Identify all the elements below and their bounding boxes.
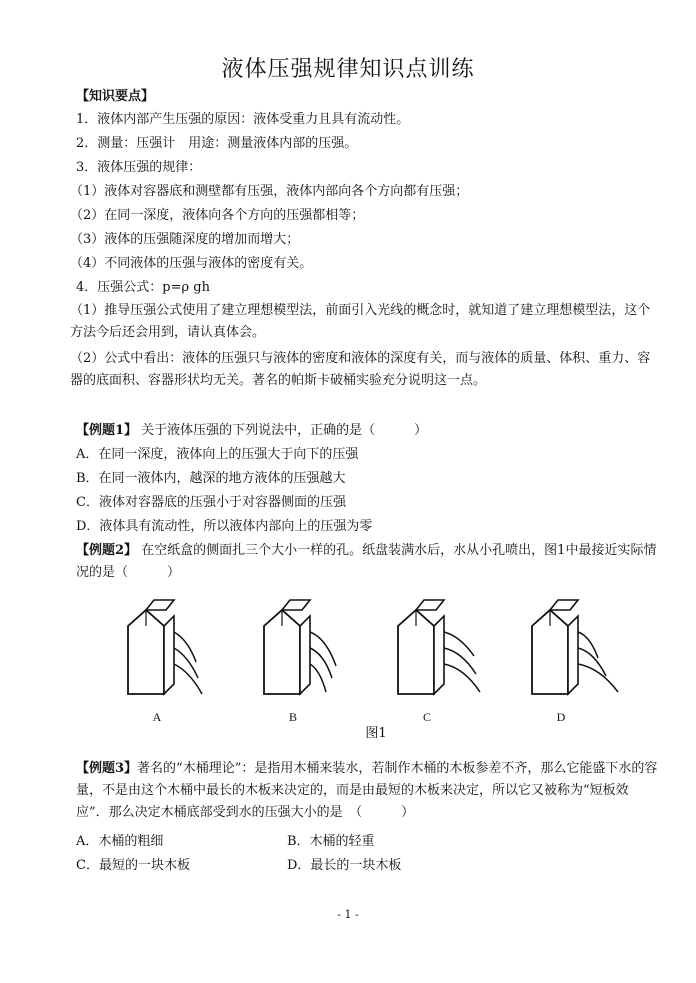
carton-c-drawing <box>386 596 496 706</box>
point-1: 1．液体内部产生压强的原因：液体受重力且具有流动性。 <box>76 112 410 127</box>
point-3-4: （4）不同液体的压强与液体的密度有关。 <box>70 256 313 271</box>
carton-b-drawing <box>252 596 362 706</box>
example3-option-a: A．木桶的粗细 <box>76 834 164 849</box>
note-1: （1）推导压强公式使用了建立理想模型法，前面引入光线的概念时，就知道了建立理想模型法，这个方法今后还会用到，请认真体会。 <box>70 303 651 340</box>
page-title: 液体压强规律知识点训练 <box>221 57 475 82</box>
example2-question: 【例题2】 在空纸盒的侧面扎三个大小一样的孔。纸盘装满水后，水从小孔喷出，图1中最接近实际情况的是（ ） <box>76 543 657 580</box>
figure-panel-a <box>116 596 226 724</box>
point-3-1: （1）液体对容器底和测壁都有压强，液体内部向各个方向都有压强； <box>70 184 469 199</box>
carton-a-drawing <box>116 596 226 706</box>
page-number: - 1 - <box>337 908 359 921</box>
example1-option-a: A．在同一深度，液体向上的压强大于向下的压强 <box>76 447 359 462</box>
figure-caption: 图1 <box>365 726 387 741</box>
figure-1 <box>108 596 628 736</box>
carton-d-drawing <box>520 596 630 706</box>
figure-panel-b <box>252 596 362 724</box>
example1-option-b: B．在同一液体内，越深的地方液体的压强越大 <box>76 471 346 486</box>
note-2: （2）公式中看出：液体的压强只与液体的密度和液体的深度有关，而与液体的质量、体积、重力、容器的底面积、容器形状均无关。著名的帕斯卡破桶实验充分说明这一点。 <box>70 351 651 388</box>
point-4-formula: 4．压强公式：p=ρ gh <box>76 280 210 295</box>
figure-panel-c <box>386 596 496 724</box>
point-3: 3．液体压强的规律： <box>76 160 202 175</box>
figure-label-c: C <box>422 710 431 724</box>
figure-panel-d <box>520 596 630 724</box>
point-3-3: （3）液体的压强随深度的增加而增大； <box>70 232 300 247</box>
example3-option-c: C．最短的一块木板 <box>76 858 190 873</box>
point-2: 2．测量：压强计 用途：测量液体内部的压强。 <box>76 136 358 151</box>
point-3-2: （2）在同一深度，液体向各个方向的压强都相等； <box>70 208 365 223</box>
example1-option-d: D．液体具有流动性，所以液体内部向上的压强为零 <box>76 519 373 534</box>
example3-question: 【例题3】著名的“木桶理论”：是指用木桶来装水，若制作木桶的木板参差不齐，那么它能盛下水的容量，不是由这个木桶中最长的木板来决定的，而是由最短的木板来决定，所以它又被称为“短板效应”．那么决定木桶底部受到水的压强大小的是 （ ） <box>76 761 658 820</box>
example3-option-b: B．木桶的轻重 <box>287 834 375 849</box>
figure-label-d: D <box>556 710 566 724</box>
figure-label-b: B <box>288 710 297 724</box>
example3-option-d: D．最长的一块木板 <box>287 858 402 873</box>
figure-label-a: A <box>152 710 162 724</box>
example1-question: 【例题1】 关于液体压强的下列说法中，正确的是（ ） <box>76 423 428 438</box>
section-heading: 【知识要点】 <box>76 89 155 104</box>
example1-option-c: C．液体对容器底的压强小于对容器侧面的压强 <box>76 495 346 510</box>
